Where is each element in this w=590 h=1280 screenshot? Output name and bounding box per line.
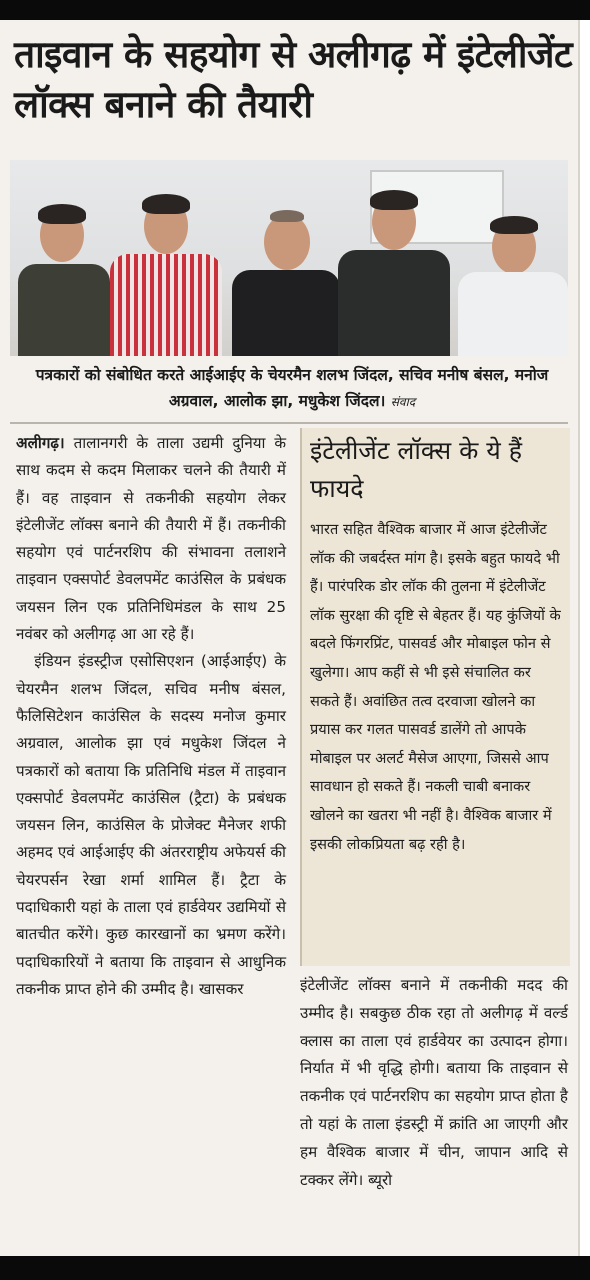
- article-left-column: [16, 430, 286, 1003]
- headline: ताइवान के सहयोग से अलीगढ़ में इंटेलीजेंट लॉक्स बनाने की तैयारी: [14, 33, 573, 126]
- caption-credit: संवाद: [390, 395, 416, 409]
- person-1: [18, 202, 110, 356]
- person-4: [338, 190, 450, 356]
- divider: [10, 422, 568, 424]
- para-1-text: तालानगरी के ताला उद्यमी दुनिया के साथ कदम से कदम मिलाकर चलने की तैयारी में हैं। वह ताइवान से तकनीकी सहयोग लेकर इंटेलीजेंट लॉक्स बनाने की तैयारी में हैं। तकनीकी सहयोग एवं पार्टनरशिप की संभावना तलाशने ताइवान एक्सपोर्ट डेवलपमेंट काउंसिल के प्रबंधक जयसन लिन एक प्रतिनिधिमंडल के साथ 25 नवंबर को अलीगढ़ आ आ रहे हैं।: [16, 434, 287, 644]
- sidebar-text: भारत सहित वैश्विक बाजार में आज इंटेलीजेंट लॉक की जबर्दस्त मांग है। इसके बहुत फायदे भी हैं। पारंपरिक डोर लॉक की तुलना में इंटेलीजेंट लॉक सुरक्षा की दृष्टि से बेहतर हैं। यह कुंजियों के बदले फिंगरप्रिंट, पासवर्ड और मोबाइल फोन से खुलेगा। आप कहीं से भी इसे संचालित कर सकते हैं। अवांछित तत्व दरवाजा खोलने का प्रयास कर गलत पासवर्ड डालेंगे तो आपके मोबाइल पर अलर्ट मैसेज आएगा, जिससे आप सावधान हो सकते हैं। नकली चाबी बनाकर खोलने का खतरा भी नहीं है। वैश्विक बाजार में इसकी लोकप्रियता बढ़ रही है।: [310, 521, 561, 853]
- top-black-bar: [0, 0, 590, 20]
- sidebar-title: इंटेलीजेंट लॉक्स के ये हैं फायदे: [310, 436, 523, 503]
- photo-caption: [14, 362, 570, 415]
- article-para-1: [16, 430, 286, 648]
- bottom-black-bar: [0, 1256, 590, 1280]
- person-3: [232, 208, 340, 356]
- article-continuation: इंटेलीजेंट लॉक्स बनाने में तकनीकी मदद की उम्मीद है। सबकुछ ठीक रहा तो अलीगढ़ में वर्ल्ड क्लास का ताला एवं हार्डवेयर का उत्पादन होगा। निर्यात में भी वृद्धि होगी। बताया कि ताइवान से तकनीक एवं पार्टनरशिप का सहयोग प्राप्त होता है तो यहां के ताला इंडस्ट्री में क्रांति आ जाएगी और हम वैश्विक बाजार में चीन, जापान आदि से टक्कर लेंगे। ब्यूरो: [300, 976, 568, 1189]
- person-5: [458, 214, 568, 356]
- person-2: [110, 194, 222, 356]
- article-para-2: इंडियन इंडस्ट्रीज एसोसिएशन (आईआईए) के चेयरमैन शलभ जिंदल, सचिव मनीष बंसल, फैलिसिटेशन काउंसिल के सदस्य मनोज कुमार अग्रवाल, आलोक झा एवं मधुकेश जिंदल ने पत्रकारों को बताया कि प्रतिनिधि मंडल में ताइवान एक्सपोर्ट डेवलपमेंट काउंसिल (ट्रैटा) के प्रबंधक जयसन लिन, काउंसिल के प्रोजेक्ट मैनेजर शफी अहमद एवं आईआईए की अंतरराष्ट्रीय अफेयर्स की चेयरपर्सन रेखा शर्मा शामिल हैं। ट्रैटा के पदाधिकारी यहां के ताला एवं हार्डवेयर उद्यमियों से बातचीत करेंगे। कुछ कारखानों का भ्रमण करेंगे। पदाधिकारियों ने बताया कि ताइवान से आधुनिक तकनीक प्राप्त होने की उम्मीद है। खासकर: [16, 652, 286, 998]
- caption-text: पत्रकारों को संबोधित करते आईआईए के चेयरमैन शलभ जिंदल, सचिव मनीष बंसल, मनोज अग्रवाल, आलोक झा, मधुकेश जिंदल।: [35, 366, 549, 410]
- dateline: अलीगढ़।: [16, 434, 65, 452]
- press-conference-photo[interactable]: [10, 160, 568, 356]
